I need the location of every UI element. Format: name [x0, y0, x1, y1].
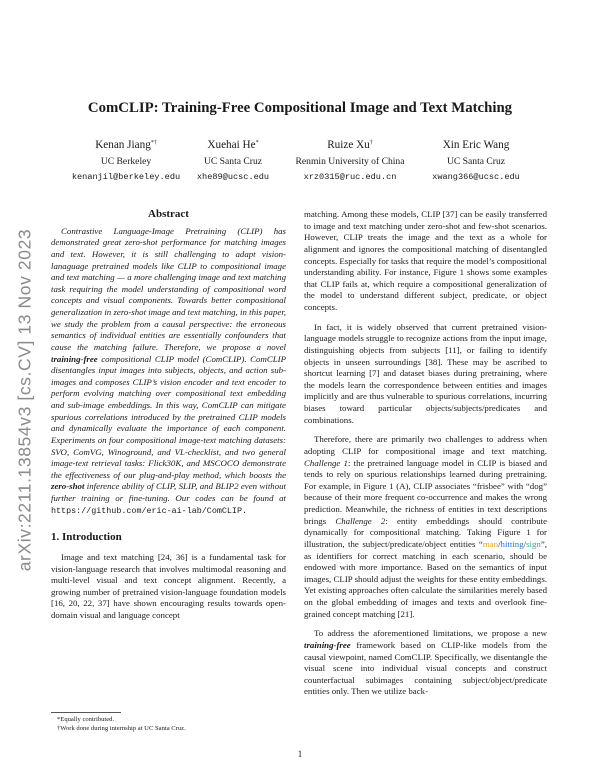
- left-column: [51, 209, 286, 622]
- code-link[interactable]: https://github.com/eric-ai-lab/ComCLIP.: [51, 505, 248, 516]
- body-paragraph: In fact, it is widely observed that current pretrained vision-language models struggle to recognize actions from the input image, distinguishing objects from subjects [11], or failing to identify objects in unseen surroundings [38]. These may be ascribed to shortcut learning [7] and dataset biases during pretraining, where the models learn the correspondence between entities and images implicitly and are thus vulnerable to spurious correlations, incurring biases toward particular objects/subjects/predicates and combinations.: [304, 321, 547, 425]
- author-email: xrz0315@ruc.edu.cn: [303, 172, 397, 182]
- footnote: †Work done during internship at UC Santa Cruz.: [57, 725, 186, 732]
- body-paragraph: Therefore, there are primarily two challenges to address when adopting CLIP for compositional image and text matching. Challenge 1: the pretrained language model in CLIP is biased and tends to rely on spurious relationships learned during pretraining. For example, in Figure 1 (A), CLIP associates “frisbee” with “dog” because of their more frequent co-occurrence and makes the wrong prediction. Meanwhile, the richness of entities in text descriptions brings Challenge 2: entity embeddings should contribute dynamically for compositional matching. Taking Figure 1 for illustration, the subject/predicate/object entities “man/hitting/sign”, as identifiers for correct matching in each scenario, should be endowed with more importance. Based on the semantics of input images, CLIP should adjust the weights for these entity embeddings. Yet existing approaches often calculate the similarities merely based on the global embedding of images and texts and overlook fine-grained concept matching [21].: [304, 434, 548, 619]
- paper-title: ComCLIP: Training-Free Compositional Image and Text Matching: [87, 100, 513, 116]
- footnote: *Equally contributed.: [57, 716, 115, 723]
- intro-paragraph: Image and text matching [24, 36] is a fundamental task for vision-language research that involves multimodal reasoning and multi-level visual and text concept alignment. Recently, a growing number of pretrained vision-language foundation models [16, 20, 22, 37] have shown encouraging results towards open-domain visual and language concept: [51, 551, 286, 620]
- author-affiliation: UC Santa Cruz: [203, 155, 263, 167]
- author-email: xhe89@ucsc.edu: [196, 172, 270, 182]
- right-column: [304, 209, 547, 698]
- body-paragraph: To address the aforementioned limitations, we propose a new training-free framework based on CLIP-like models from the causal viewpoint, named ComCLIP. Specifically, we disentangle the visual scene into individual visual concepts and construct counterfactual subimages containing subject/object/predicate entities only. Then we utilize back-: [304, 628, 547, 697]
- entity-predicate: hitting: [500, 538, 524, 549]
- author-name: Xuehai He*: [207, 139, 259, 151]
- footnote-divider: [51, 712, 121, 713]
- abstract-text: Contrastive Language-Image Pretraining (CLIP) has demonstrated great zero-shot performance for matching images and text. However, it is still challenging to adapt vision-lanaguage pretrained models like CLIP to compositional image and text matching — a more challenging image and text matching task requiring the model understanding of compositional word concepts and visual components. Towards better compositional generalization in zero-shot image and text matching, in this paper, we study the problem from a causal perspective: the erroneous semantics of individual entities are essentially confounders that cause the matching failure. Therefore, we propose a novel training-free compositional CLIP model (ComCLIP). ComCLIP disentangles input images into subjects, objects, and action sub-images and composes CLIP’s vision encoder and text encoder to perform evolving matching over compositional text embedding and sub-image embeddings. In this way, ComCLIP can mitigate spurious correlations introduced by the pretrained CLIP models and dynamically evaluate the importance of each component. Experiments on four compositional image-text matching datasets: SVO, ComVG, Winoground, and VL-checklist, and two general image-text retrieval tasks: Flick30K, and MSCOCO demonstrate the effectiveness of our plug-and-play method, which boosts the zero-shot inference ability of CLIP, SLIP, and BLIP2 even without further training or fine-tuning. Our codes can be found at https://github.com/eric-ai-lab/ComCLIP.: [51, 225, 286, 516]
- author-block: [280, 138, 420, 186]
- footnotes: [51, 715, 291, 733]
- author-email: xwang366@ucsc.edu: [432, 172, 520, 182]
- author-affiliation: UC Berkeley: [100, 155, 152, 167]
- author-name: Xin Eric Wang: [442, 139, 510, 151]
- author-affiliation: UC Santa Cruz: [446, 155, 506, 167]
- author-email: kenanjil@berkeley.edu: [71, 172, 181, 182]
- arxiv-stamp-text: arXiv:2211.13854v3 [cs.CV] 13 Nov 2023: [14, 228, 35, 572]
- entity-object: sign: [526, 538, 541, 549]
- body-paragraph: matching. Among these models, CLIP [37] can be easily transferred to image and text matching under zero-shot and few-shot scenarios. However, CLIP treats the image and the text as a whole for alignment and ignores the compositional matching of disentangled concepts. Especially for tasks that require the model’s compositional understanding ability. For instance, Figure 1 shows some examples that CLIP fails at, which require a compositional generalization of the model to understand different subject, predicate, or object concepts.: [304, 209, 547, 312]
- abstract-heading: Abstract: [148, 208, 189, 220]
- author-name: Kenan Jiang*†: [95, 139, 157, 151]
- author-name: Ruize Xu†: [327, 139, 373, 151]
- section-heading-introduction: 1. Introduction: [51, 531, 122, 544]
- author-affiliation: Renmin University of China: [295, 155, 405, 167]
- page-number: 1: [297, 749, 303, 759]
- entity-subject: man: [482, 538, 499, 549]
- author-block: [406, 138, 546, 186]
- arxiv-stamp: [8, 212, 42, 588]
